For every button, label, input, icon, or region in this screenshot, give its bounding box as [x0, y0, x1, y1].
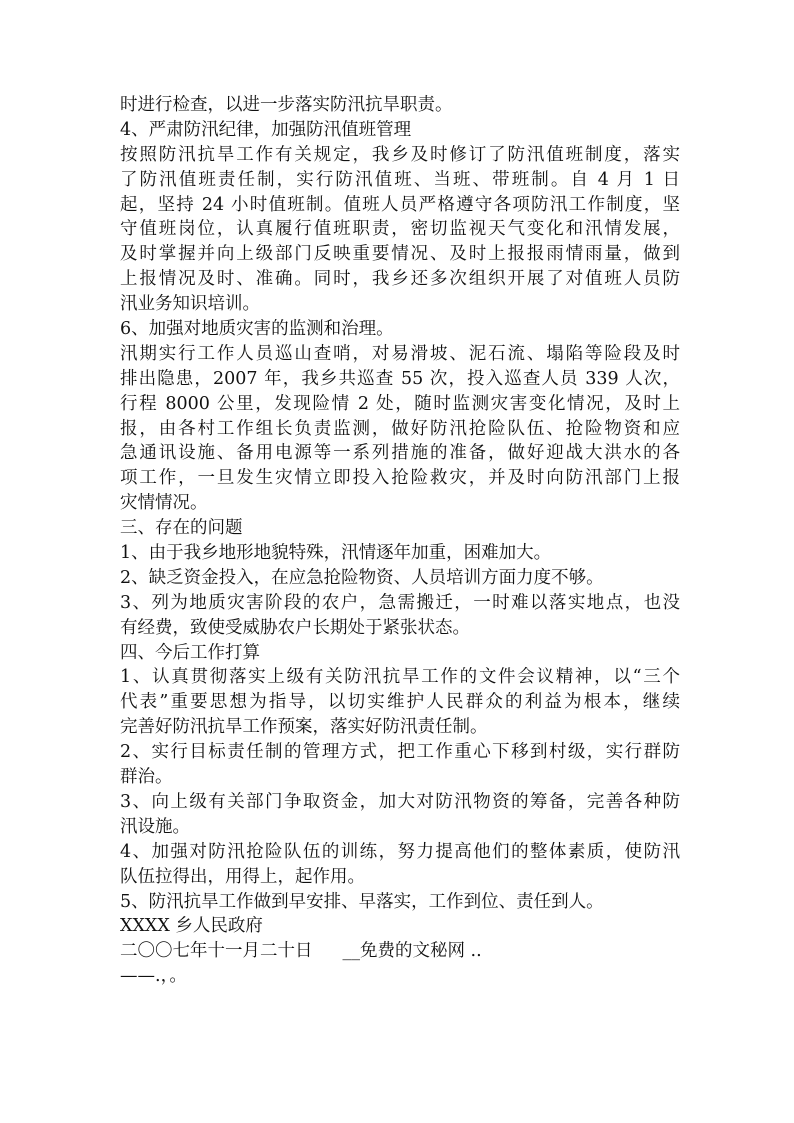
text-line: 汛期实行工作人员巡山查哨，对易滑坡、泥石流、塌陷等险段及时: [120, 343, 680, 364]
text-line: 排出隐患，2007 年，我乡共巡查 55 次，投入巡查人员 339 人次，: [120, 368, 680, 389]
text-line: 四、今后工作打算: [120, 642, 260, 663]
text-line: 急通讯设施、备用电源等一系列措施的准备，做好迎战大洪水的各: [120, 443, 680, 464]
text-line: 时进行检查，以进一步落实防汛抗旱职责。: [120, 95, 453, 115]
text-line: 按照防汛抗旱工作有关规定，我乡及时修订了防汛值班制度，落实: [120, 144, 680, 165]
signature-date: 二〇〇七年十一月二十日: [120, 941, 313, 962]
text-line: 报，由各村工作组长负责监测，做好防汛抢险队伍、抢险物资和应: [120, 418, 680, 439]
text-line: 了防汛值班责任制，实行防汛值班、当班、带班制。自 4 月 1 日: [120, 169, 680, 190]
document-lines: [120, 93, 680, 939]
text-line: 完善好防汛抗旱工作预案，落实好防汛责任制。: [120, 717, 488, 738]
text-line: 守值班岗位，认真履行值班职责，密切监视天气变化和汛情发展，: [120, 219, 680, 240]
text-line: 行程 8000 公里，发现险情 2 处，随时监测灾害变化情况，及时上: [120, 393, 680, 414]
text-line: 4、加强对防汛抢险队伍的训练，努力提高他们的整体素质，使防汛: [120, 841, 680, 862]
text-line: 代表”重要思想为指导，以切实维护人民群众的利益为根本，继续: [120, 692, 680, 713]
text-line: 三、存在的问题: [120, 518, 243, 539]
text-line: 2、实行目标责任制的管理方式，把工作重心下移到村级，实行群防: [120, 742, 680, 763]
text-line: 队伍拉得出，用得上，起作用。: [120, 866, 365, 887]
text-line: XXXX 乡人民政府: [120, 916, 263, 937]
signature-date-row: [120, 939, 680, 964]
text-line: 6、加强对地质灾害的监测和治理。: [120, 319, 394, 340]
document-body: [120, 93, 680, 989]
text-line: 3、列为地质灾害阶段的农户，急需搬迁，一时难以落实地点，也没: [120, 592, 680, 613]
text-line: 灾情情况。: [120, 493, 208, 514]
text-line: 4、严肃防汛纪律，加强防汛值班管理: [120, 119, 412, 140]
text-line: 3、向上级有关部门争取资金，加大对防汛物资的筹备，完善各种防: [120, 791, 680, 812]
text-line: 汛业务知识培训。: [120, 294, 260, 315]
trailing-line: ——.，。: [120, 966, 187, 987]
text-line: 上报情况及时、准确。同时，我乡还多次组织开展了对值班人员防: [120, 269, 680, 290]
signature-note: __免费的文秘网 ..: [342, 941, 482, 962]
text-line: 5、防汛抗旱工作做到早安排、早落实，工作到位、责任到人。: [120, 891, 604, 912]
text-line: 有经费，致使受威胁农户长期处于紧张状态。: [120, 617, 470, 638]
text-line: 起，坚持 24 小时值班制。值班人员严格遵守各项防汛工作制度，坚: [120, 194, 680, 215]
text-line: 项工作，一旦发生灾情立即投入抢险救灾，并及时向防汛部门上报: [120, 468, 680, 489]
text-line: 汛设施。: [120, 816, 190, 837]
text-line: 群治。: [120, 767, 173, 788]
text-line: 1、认真贯彻落实上级有关防汛抗旱工作的文件会议精神，以“三个: [120, 667, 680, 688]
text-line: 及时掌握并向上级部门反映重要情况、及时上报报雨情雨量，做到: [120, 244, 680, 265]
text-line: 1、由于我乡地形地貌特殊，汛情逐年加重，困难加大。: [120, 543, 552, 564]
text-line: 2、缺乏资金投入，在应急抢险物资、人员培训方面力度不够。: [120, 567, 604, 588]
